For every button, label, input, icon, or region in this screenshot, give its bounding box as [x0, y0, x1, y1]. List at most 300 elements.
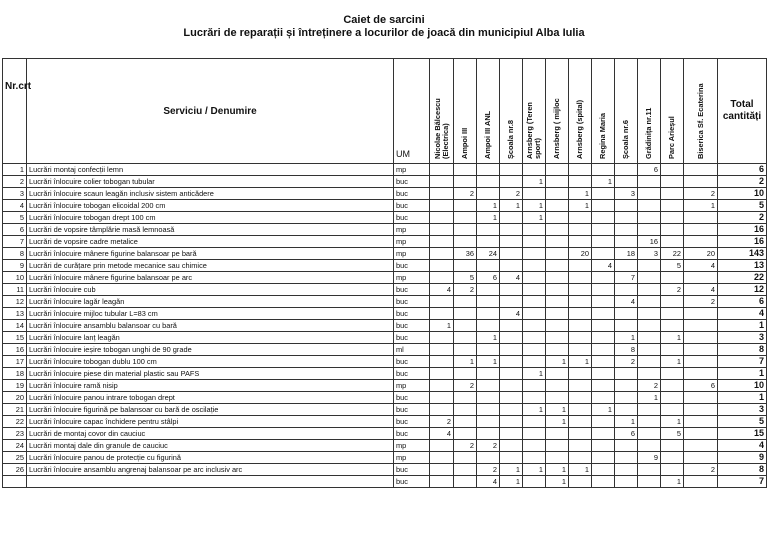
location-quantity — [569, 308, 592, 320]
location-quantity — [615, 380, 638, 392]
location-quantity: 2 — [638, 380, 661, 392]
unit-of-measure: mp — [394, 272, 430, 284]
location-quantity: 2 — [477, 464, 500, 476]
location-quantity: 1 — [523, 464, 546, 476]
location-quantity — [615, 464, 638, 476]
location-quantity — [638, 284, 661, 296]
location-quantity — [661, 380, 684, 392]
location-quantity — [500, 176, 523, 188]
location-quantity: 1 — [546, 416, 569, 428]
location-quantity — [500, 356, 523, 368]
table-row — [3, 344, 767, 356]
location-quantity — [500, 368, 523, 380]
location-quantity — [500, 404, 523, 416]
header-location: Arnsberg (Teren sport) — [523, 59, 546, 164]
location-quantity — [638, 272, 661, 284]
location-quantity — [500, 320, 523, 332]
location-quantity — [638, 296, 661, 308]
location-quantity — [523, 416, 546, 428]
location-quantity: 1 — [523, 200, 546, 212]
service-name: Lucrări de vopsire cadre metalice — [27, 236, 394, 248]
location-quantity: 1 — [569, 200, 592, 212]
location-quantity — [569, 260, 592, 272]
location-quantity — [661, 308, 684, 320]
location-quantity — [615, 368, 638, 380]
location-quantity — [523, 440, 546, 452]
table-row — [3, 284, 767, 296]
location-quantity: 3 — [638, 248, 661, 260]
location-quantity — [592, 344, 615, 356]
location-quantity: 2 — [454, 284, 477, 296]
location-quantity: 1 — [454, 356, 477, 368]
location-quantity — [592, 212, 615, 224]
location-quantity — [661, 344, 684, 356]
location-quantity — [615, 308, 638, 320]
location-quantity: 2 — [661, 284, 684, 296]
table-row — [3, 320, 767, 332]
location-quantity — [454, 224, 477, 236]
row-number: 9 — [3, 260, 27, 272]
row-number: 1 — [3, 164, 27, 176]
document-header — [0, 14, 768, 40]
unit-of-measure: buc — [394, 368, 430, 380]
location-quantity — [500, 392, 523, 404]
location-quantity — [430, 176, 454, 188]
header-location: Grădinița nr.11 — [638, 59, 661, 164]
location-quantity — [477, 260, 500, 272]
location-quantity — [430, 476, 454, 488]
total-quantity: 5 — [718, 200, 767, 212]
total-quantity: 7 — [718, 356, 767, 368]
total-quantity: 143 — [718, 248, 767, 260]
location-quantity — [684, 164, 718, 176]
location-quantity — [477, 236, 500, 248]
total-quantity: 3 — [718, 332, 767, 344]
location-quantity — [661, 440, 684, 452]
location-quantity — [592, 284, 615, 296]
location-quantity — [454, 296, 477, 308]
row-number: 4 — [3, 200, 27, 212]
location-quantity — [430, 380, 454, 392]
location-quantity — [592, 428, 615, 440]
location-quantity — [638, 224, 661, 236]
location-quantity — [661, 368, 684, 380]
location-quantity: 1 — [523, 368, 546, 380]
service-name: Lucrări înlocuire figurină pe balansoar cu bară de oscilație — [27, 404, 394, 416]
location-quantity — [546, 188, 569, 200]
location-quantity — [592, 440, 615, 452]
unit-of-measure: buc — [394, 332, 430, 344]
location-quantity: 3 — [615, 188, 638, 200]
location-quantity: 1 — [569, 464, 592, 476]
location-quantity — [592, 368, 615, 380]
service-name — [27, 476, 394, 488]
total-quantity: 10 — [718, 188, 767, 200]
location-quantity — [638, 212, 661, 224]
location-quantity: 2 — [430, 416, 454, 428]
location-quantity — [661, 296, 684, 308]
location-quantity — [546, 428, 569, 440]
location-quantity — [638, 176, 661, 188]
location-quantity — [523, 260, 546, 272]
header-location: Școala nr.6 — [615, 59, 638, 164]
unit-of-measure: buc — [394, 188, 430, 200]
location-quantity: 5 — [661, 260, 684, 272]
unit-of-measure: buc — [394, 476, 430, 488]
location-quantity — [500, 296, 523, 308]
table-row — [3, 404, 767, 416]
location-quantity: 1 — [523, 212, 546, 224]
location-quantity — [523, 320, 546, 332]
table-row — [3, 356, 767, 368]
location-quantity: 2 — [477, 440, 500, 452]
location-quantity — [638, 320, 661, 332]
row-number: 10 — [3, 272, 27, 284]
location-quantity — [615, 260, 638, 272]
location-quantity: 2 — [684, 188, 718, 200]
location-quantity — [523, 428, 546, 440]
location-quantity: 1 — [477, 200, 500, 212]
location-quantity — [569, 176, 592, 188]
location-quantity — [430, 260, 454, 272]
table-row — [3, 476, 767, 488]
table-row — [3, 380, 767, 392]
location-quantity — [638, 200, 661, 212]
table-row — [3, 308, 767, 320]
location-quantity: 1 — [546, 464, 569, 476]
location-quantity — [523, 356, 546, 368]
total-quantity: 5 — [718, 416, 767, 428]
location-quantity — [638, 476, 661, 488]
total-quantity: 2 — [718, 176, 767, 188]
location-quantity — [430, 404, 454, 416]
table-row — [3, 188, 767, 200]
total-quantity: 12 — [718, 284, 767, 296]
location-quantity — [569, 368, 592, 380]
location-quantity: 22 — [661, 248, 684, 260]
location-quantity — [615, 284, 638, 296]
header-location: Ampoi III ANL — [477, 59, 500, 164]
row-number: 14 — [3, 320, 27, 332]
location-quantity — [500, 332, 523, 344]
location-quantity — [523, 392, 546, 404]
row-number: 22 — [3, 416, 27, 428]
total-quantity: 7 — [718, 476, 767, 488]
location-quantity — [546, 164, 569, 176]
service-name: Lucrări înlocuire tobogan elicoidal 200 cm — [27, 200, 394, 212]
location-quantity — [638, 308, 661, 320]
location-quantity: 1 — [615, 416, 638, 428]
location-quantity — [615, 224, 638, 236]
location-quantity — [454, 176, 477, 188]
location-quantity: 4 — [430, 428, 454, 440]
location-quantity — [454, 344, 477, 356]
location-quantity — [523, 296, 546, 308]
location-quantity — [546, 440, 569, 452]
unit-of-measure: buc — [394, 404, 430, 416]
table-row — [3, 368, 767, 380]
table-row — [3, 296, 767, 308]
location-quantity — [523, 332, 546, 344]
location-quantity — [477, 296, 500, 308]
location-quantity — [546, 332, 569, 344]
location-quantity — [638, 368, 661, 380]
total-quantity: 8 — [718, 344, 767, 356]
location-quantity — [546, 368, 569, 380]
service-name: Lucrări montaj confecții lemn — [27, 164, 394, 176]
location-quantity — [569, 392, 592, 404]
location-quantity — [523, 248, 546, 260]
location-quantity — [569, 224, 592, 236]
location-quantity: 6 — [684, 380, 718, 392]
unit-of-measure: buc — [394, 296, 430, 308]
location-quantity — [684, 212, 718, 224]
location-quantity — [615, 440, 638, 452]
total-quantity: 8 — [718, 464, 767, 476]
location-quantity — [684, 404, 718, 416]
location-quantity — [500, 248, 523, 260]
location-quantity — [615, 476, 638, 488]
location-quantity — [592, 272, 615, 284]
location-quantity — [661, 320, 684, 332]
location-quantity — [569, 272, 592, 284]
unit-of-measure: ml — [394, 344, 430, 356]
location-quantity — [684, 416, 718, 428]
location-quantity: 1 — [500, 200, 523, 212]
location-quantity — [661, 404, 684, 416]
location-quantity — [684, 452, 718, 464]
row-number: 6 — [3, 224, 27, 236]
location-quantity — [592, 320, 615, 332]
location-quantity — [569, 296, 592, 308]
table-row — [3, 212, 767, 224]
service-name: Lucrări înlocuire cub — [27, 284, 394, 296]
location-quantity — [684, 356, 718, 368]
location-quantity — [661, 236, 684, 248]
unit-of-measure: buc — [394, 284, 430, 296]
location-quantity — [546, 260, 569, 272]
location-quantity — [638, 260, 661, 272]
table-row — [3, 428, 767, 440]
service-name: Lucrări înlocuire lanț leagăn — [27, 332, 394, 344]
location-quantity — [454, 416, 477, 428]
location-quantity — [592, 332, 615, 344]
location-quantity — [592, 224, 615, 236]
location-quantity: 1 — [477, 212, 500, 224]
location-quantity — [430, 332, 454, 344]
location-quantity — [500, 428, 523, 440]
unit-of-measure: mp — [394, 248, 430, 260]
location-quantity — [638, 428, 661, 440]
location-quantity: 1 — [477, 332, 500, 344]
location-quantity — [430, 224, 454, 236]
table-row — [3, 164, 767, 176]
location-quantity — [500, 344, 523, 356]
location-quantity: 9 — [638, 452, 661, 464]
unit-of-measure: mp — [394, 440, 430, 452]
location-quantity — [477, 224, 500, 236]
service-name: Lucrări înlocuire ansamblu balansoar cu bară — [27, 320, 394, 332]
location-quantity — [638, 344, 661, 356]
row-number: 26 — [3, 464, 27, 476]
unit-of-measure: mp — [394, 236, 430, 248]
location-quantity: 5 — [454, 272, 477, 284]
row-number: 15 — [3, 332, 27, 344]
location-quantity — [477, 392, 500, 404]
row-number — [3, 476, 27, 488]
header-location: Nicolae Bălcescu (Electrica) — [430, 59, 454, 164]
location-quantity — [615, 320, 638, 332]
location-quantity: 5 — [661, 428, 684, 440]
row-number: 23 — [3, 428, 27, 440]
location-quantity — [546, 236, 569, 248]
location-quantity — [615, 164, 638, 176]
total-quantity: 1 — [718, 368, 767, 380]
location-quantity — [477, 320, 500, 332]
service-name: Lucrări înlocuire panou de protecție cu figurină — [27, 452, 394, 464]
location-quantity — [684, 320, 718, 332]
total-quantity: 22 — [718, 272, 767, 284]
service-name: Lucrări de montaj covor din cauciuc — [27, 428, 394, 440]
location-quantity — [569, 428, 592, 440]
location-quantity: 1 — [500, 476, 523, 488]
row-number: 21 — [3, 404, 27, 416]
location-quantity — [661, 188, 684, 200]
unit-of-measure: buc — [394, 464, 430, 476]
location-quantity — [546, 248, 569, 260]
location-quantity — [615, 236, 638, 248]
location-quantity — [454, 452, 477, 464]
service-name: Lucrări înlocuire panou intrare tobogan drept — [27, 392, 394, 404]
location-quantity — [430, 188, 454, 200]
location-quantity — [661, 164, 684, 176]
location-quantity — [430, 248, 454, 260]
service-name: Lucrări înlocuire ansamblu angrenaj balansoar pe arc inclusiv arc — [27, 464, 394, 476]
location-quantity — [430, 464, 454, 476]
total-quantity: 2 — [718, 212, 767, 224]
header-service: Serviciu / Denumire — [27, 59, 394, 164]
header-location: Regina Maria — [592, 59, 615, 164]
location-quantity — [454, 260, 477, 272]
location-quantity — [546, 284, 569, 296]
location-quantity — [569, 332, 592, 344]
location-quantity — [454, 368, 477, 380]
location-quantity — [569, 212, 592, 224]
unit-of-measure: buc — [394, 392, 430, 404]
header-location: Ampoi III — [454, 59, 477, 164]
unit-of-measure: buc — [394, 320, 430, 332]
service-name: Lucrări înlocuire tobogan dublu 100 cm — [27, 356, 394, 368]
location-quantity — [430, 440, 454, 452]
location-quantity — [661, 176, 684, 188]
table-row — [3, 224, 767, 236]
service-name: Lucrări înlocuire tobogan drept 100 cm — [27, 212, 394, 224]
service-name: Lucrări înlocuire lagăr leagăn — [27, 296, 394, 308]
service-name: Lucrări înlocuire mijloc tubular L=83 cm — [27, 308, 394, 320]
location-quantity — [430, 344, 454, 356]
location-quantity — [684, 368, 718, 380]
unit-of-measure: buc — [394, 308, 430, 320]
location-quantity — [523, 164, 546, 176]
location-quantity — [592, 236, 615, 248]
location-quantity: 4 — [477, 476, 500, 488]
location-quantity — [477, 176, 500, 188]
location-quantity — [500, 380, 523, 392]
table-body — [3, 164, 767, 488]
location-quantity — [546, 224, 569, 236]
location-quantity — [430, 200, 454, 212]
row-number: 12 — [3, 296, 27, 308]
location-quantity — [615, 176, 638, 188]
location-quantity — [684, 344, 718, 356]
location-quantity — [569, 320, 592, 332]
location-quantity — [592, 416, 615, 428]
location-quantity: 20 — [569, 248, 592, 260]
location-quantity — [430, 356, 454, 368]
location-quantity: 1 — [546, 356, 569, 368]
location-quantity — [592, 200, 615, 212]
location-quantity — [615, 404, 638, 416]
location-quantity — [500, 224, 523, 236]
location-quantity — [430, 212, 454, 224]
location-quantity — [638, 464, 661, 476]
location-quantity — [523, 188, 546, 200]
service-name: Lucrări înlocuire mânere figurine balansoar pe bară — [27, 248, 394, 260]
total-quantity: 4 — [718, 308, 767, 320]
location-quantity: 2 — [454, 188, 477, 200]
location-quantity: 2 — [454, 380, 477, 392]
location-quantity — [500, 260, 523, 272]
location-quantity — [684, 428, 718, 440]
unit-of-measure: buc — [394, 428, 430, 440]
location-quantity: 2 — [615, 356, 638, 368]
service-name: Lucrări înlocuire colier tobogan tubular — [27, 176, 394, 188]
location-quantity — [454, 236, 477, 248]
total-quantity: 6 — [718, 296, 767, 308]
location-quantity: 1 — [523, 404, 546, 416]
row-number: 16 — [3, 344, 27, 356]
location-quantity: 1 — [592, 404, 615, 416]
location-quantity — [477, 284, 500, 296]
table-row — [3, 272, 767, 284]
location-quantity — [500, 284, 523, 296]
location-quantity — [430, 452, 454, 464]
service-name: Lucrări înlocuire mânere figurine balansoar pe arc — [27, 272, 394, 284]
row-number: 13 — [3, 308, 27, 320]
location-quantity — [661, 212, 684, 224]
location-quantity — [592, 296, 615, 308]
service-name: Lucrări de vopsire tâmplărie masă lemnoasă — [27, 224, 394, 236]
row-number: 8 — [3, 248, 27, 260]
total-quantity: 16 — [718, 236, 767, 248]
location-quantity: 1 — [546, 404, 569, 416]
location-quantity: 24 — [477, 248, 500, 260]
location-quantity — [592, 464, 615, 476]
location-quantity — [454, 392, 477, 404]
location-quantity — [592, 164, 615, 176]
location-quantity — [523, 272, 546, 284]
location-quantity — [500, 236, 523, 248]
location-quantity: 4 — [615, 296, 638, 308]
location-quantity — [477, 404, 500, 416]
location-quantity — [523, 344, 546, 356]
location-quantity — [454, 212, 477, 224]
location-quantity — [523, 236, 546, 248]
location-quantity — [569, 344, 592, 356]
location-quantity: 2 — [454, 440, 477, 452]
location-quantity — [477, 380, 500, 392]
location-quantity: 4 — [430, 284, 454, 296]
